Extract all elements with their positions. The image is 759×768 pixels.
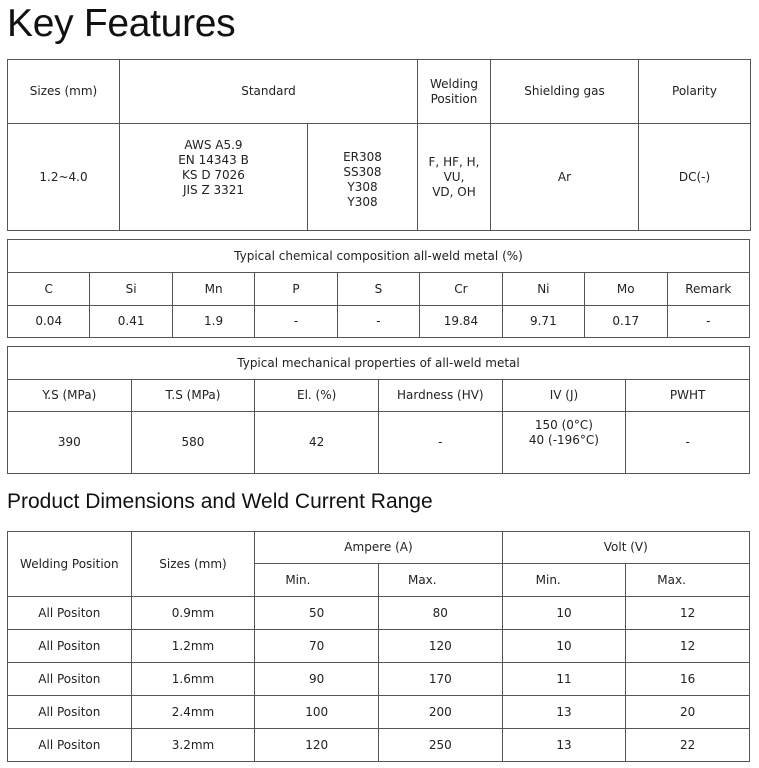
- chem-value-mn: 1.9: [172, 306, 254, 338]
- cell-amp-min: 90: [255, 663, 379, 696]
- dim-header-position: Welding Position: [8, 532, 132, 597]
- cell-amp-max: 80: [378, 597, 502, 630]
- dim-header-volt: Volt (V): [502, 532, 749, 564]
- cell-position: All Positon: [8, 630, 132, 663]
- standard-header: Standard: [120, 60, 418, 124]
- chem-header-c: C: [8, 273, 90, 306]
- mech-header-pwht: PWHT: [626, 380, 750, 412]
- welding-position-header: Welding Position: [418, 60, 491, 124]
- mechanical-title: Typical mechanical properties of all-weld metal: [8, 347, 750, 380]
- cell-position: All Positon: [8, 663, 132, 696]
- chem-header-s: S: [337, 273, 419, 306]
- dim-header-volt-max: Max.: [626, 564, 750, 597]
- cell-amp-max: 170: [378, 663, 502, 696]
- classifications-list: ER308 SS308 Y308 Y308: [308, 124, 418, 231]
- cell-position: All Positon: [8, 597, 132, 630]
- chem-header-remark: Remark: [667, 273, 750, 306]
- cell-amp-min: 100: [255, 696, 379, 729]
- dim-header-ampere: Ampere (A): [255, 532, 502, 564]
- cell-volt-max: 16: [626, 663, 750, 696]
- mech-header-iv: IV (J): [502, 380, 626, 412]
- chem-value-mo: 0.17: [585, 306, 667, 338]
- cell-size: 2.4mm: [131, 696, 255, 729]
- cell-amp-min: 70: [255, 630, 379, 663]
- dim-header-sizes: Sizes (mm): [131, 532, 255, 597]
- mech-value-ys: 390: [8, 412, 132, 474]
- sizes-value: 1.2~4.0: [8, 124, 120, 231]
- standards-list: AWS A5.9 EN 14343 B KS D 7026 JIS Z 3321: [120, 124, 308, 231]
- chemical-composition-table: [7, 239, 750, 338]
- weld-current-table: [7, 531, 750, 762]
- shielding-gas-header: Shielding gas: [491, 60, 639, 124]
- cell-volt-min: 13: [502, 729, 626, 762]
- mech-value-iv: 150 (0°C) 40 (-196°C): [502, 412, 626, 474]
- mech-value-pwht: -: [626, 412, 750, 474]
- mech-header-hardness: Hardness (HV): [378, 380, 502, 412]
- cell-amp-max: 120: [378, 630, 502, 663]
- chemical-title: Typical chemical composition all-weld metal (%): [8, 240, 750, 273]
- mech-header-ts: T.S (MPa): [131, 380, 255, 412]
- cell-volt-max: 20: [626, 696, 750, 729]
- polarity-header: Polarity: [639, 60, 751, 124]
- cell-position: All Positon: [8, 696, 132, 729]
- chem-header-mn: Mn: [172, 273, 254, 306]
- table-row: [8, 597, 750, 630]
- chem-value-si: 0.41: [90, 306, 172, 338]
- cell-amp-max: 200: [378, 696, 502, 729]
- chem-value-s: -: [337, 306, 419, 338]
- cell-size: 1.6mm: [131, 663, 255, 696]
- chem-value-remark: -: [667, 306, 750, 338]
- dim-header-amp-max: Max.: [378, 564, 502, 597]
- chem-header-ni: Ni: [502, 273, 584, 306]
- dim-header-amp-min: Min.: [255, 564, 379, 597]
- sizes-header: Sizes (mm): [8, 60, 120, 124]
- key-features-table: [7, 59, 751, 231]
- mech-header-el: El. (%): [255, 380, 379, 412]
- cell-volt-max: 12: [626, 630, 750, 663]
- chem-value-c: 0.04: [8, 306, 90, 338]
- chem-value-ni: 9.71: [502, 306, 584, 338]
- mech-value-ts: 580: [131, 412, 255, 474]
- chem-value-p: -: [255, 306, 337, 338]
- mech-header-ys: Y.S (MPa): [8, 380, 132, 412]
- page-title: Key Features: [7, 2, 236, 45]
- section-title: Product Dimensions and Weld Current Range: [7, 490, 433, 513]
- dim-header-volt-min: Min.: [502, 564, 626, 597]
- cell-amp-min: 50: [255, 597, 379, 630]
- cell-volt-min: 10: [502, 597, 626, 630]
- cell-volt-max: 12: [626, 597, 750, 630]
- table-row: [8, 630, 750, 663]
- cell-size: 3.2mm: [131, 729, 255, 762]
- welding-position-value: F, HF, H, VU, VD, OH: [418, 124, 491, 231]
- table-row: [8, 663, 750, 696]
- cell-amp-min: 120: [255, 729, 379, 762]
- chem-header-si: Si: [90, 273, 172, 306]
- mech-value-el: 42: [255, 412, 379, 474]
- polarity-value: DC(-): [639, 124, 751, 231]
- cell-size: 0.9mm: [131, 597, 255, 630]
- cell-size: 1.2mm: [131, 630, 255, 663]
- chem-header-mo: Mo: [585, 273, 667, 306]
- cell-volt-min: 11: [502, 663, 626, 696]
- chem-header-cr: Cr: [420, 273, 502, 306]
- chem-header-p: P: [255, 273, 337, 306]
- chem-value-cr: 19.84: [420, 306, 502, 338]
- shielding-gas-value: Ar: [491, 124, 639, 231]
- cell-volt-max: 22: [626, 729, 750, 762]
- table-row: [8, 696, 750, 729]
- cell-volt-min: 13: [502, 696, 626, 729]
- cell-amp-max: 250: [378, 729, 502, 762]
- cell-position: All Positon: [8, 729, 132, 762]
- cell-volt-min: 10: [502, 630, 626, 663]
- mechanical-properties-table: [7, 346, 750, 474]
- table-row: [8, 729, 750, 762]
- mech-value-hardness: -: [378, 412, 502, 474]
